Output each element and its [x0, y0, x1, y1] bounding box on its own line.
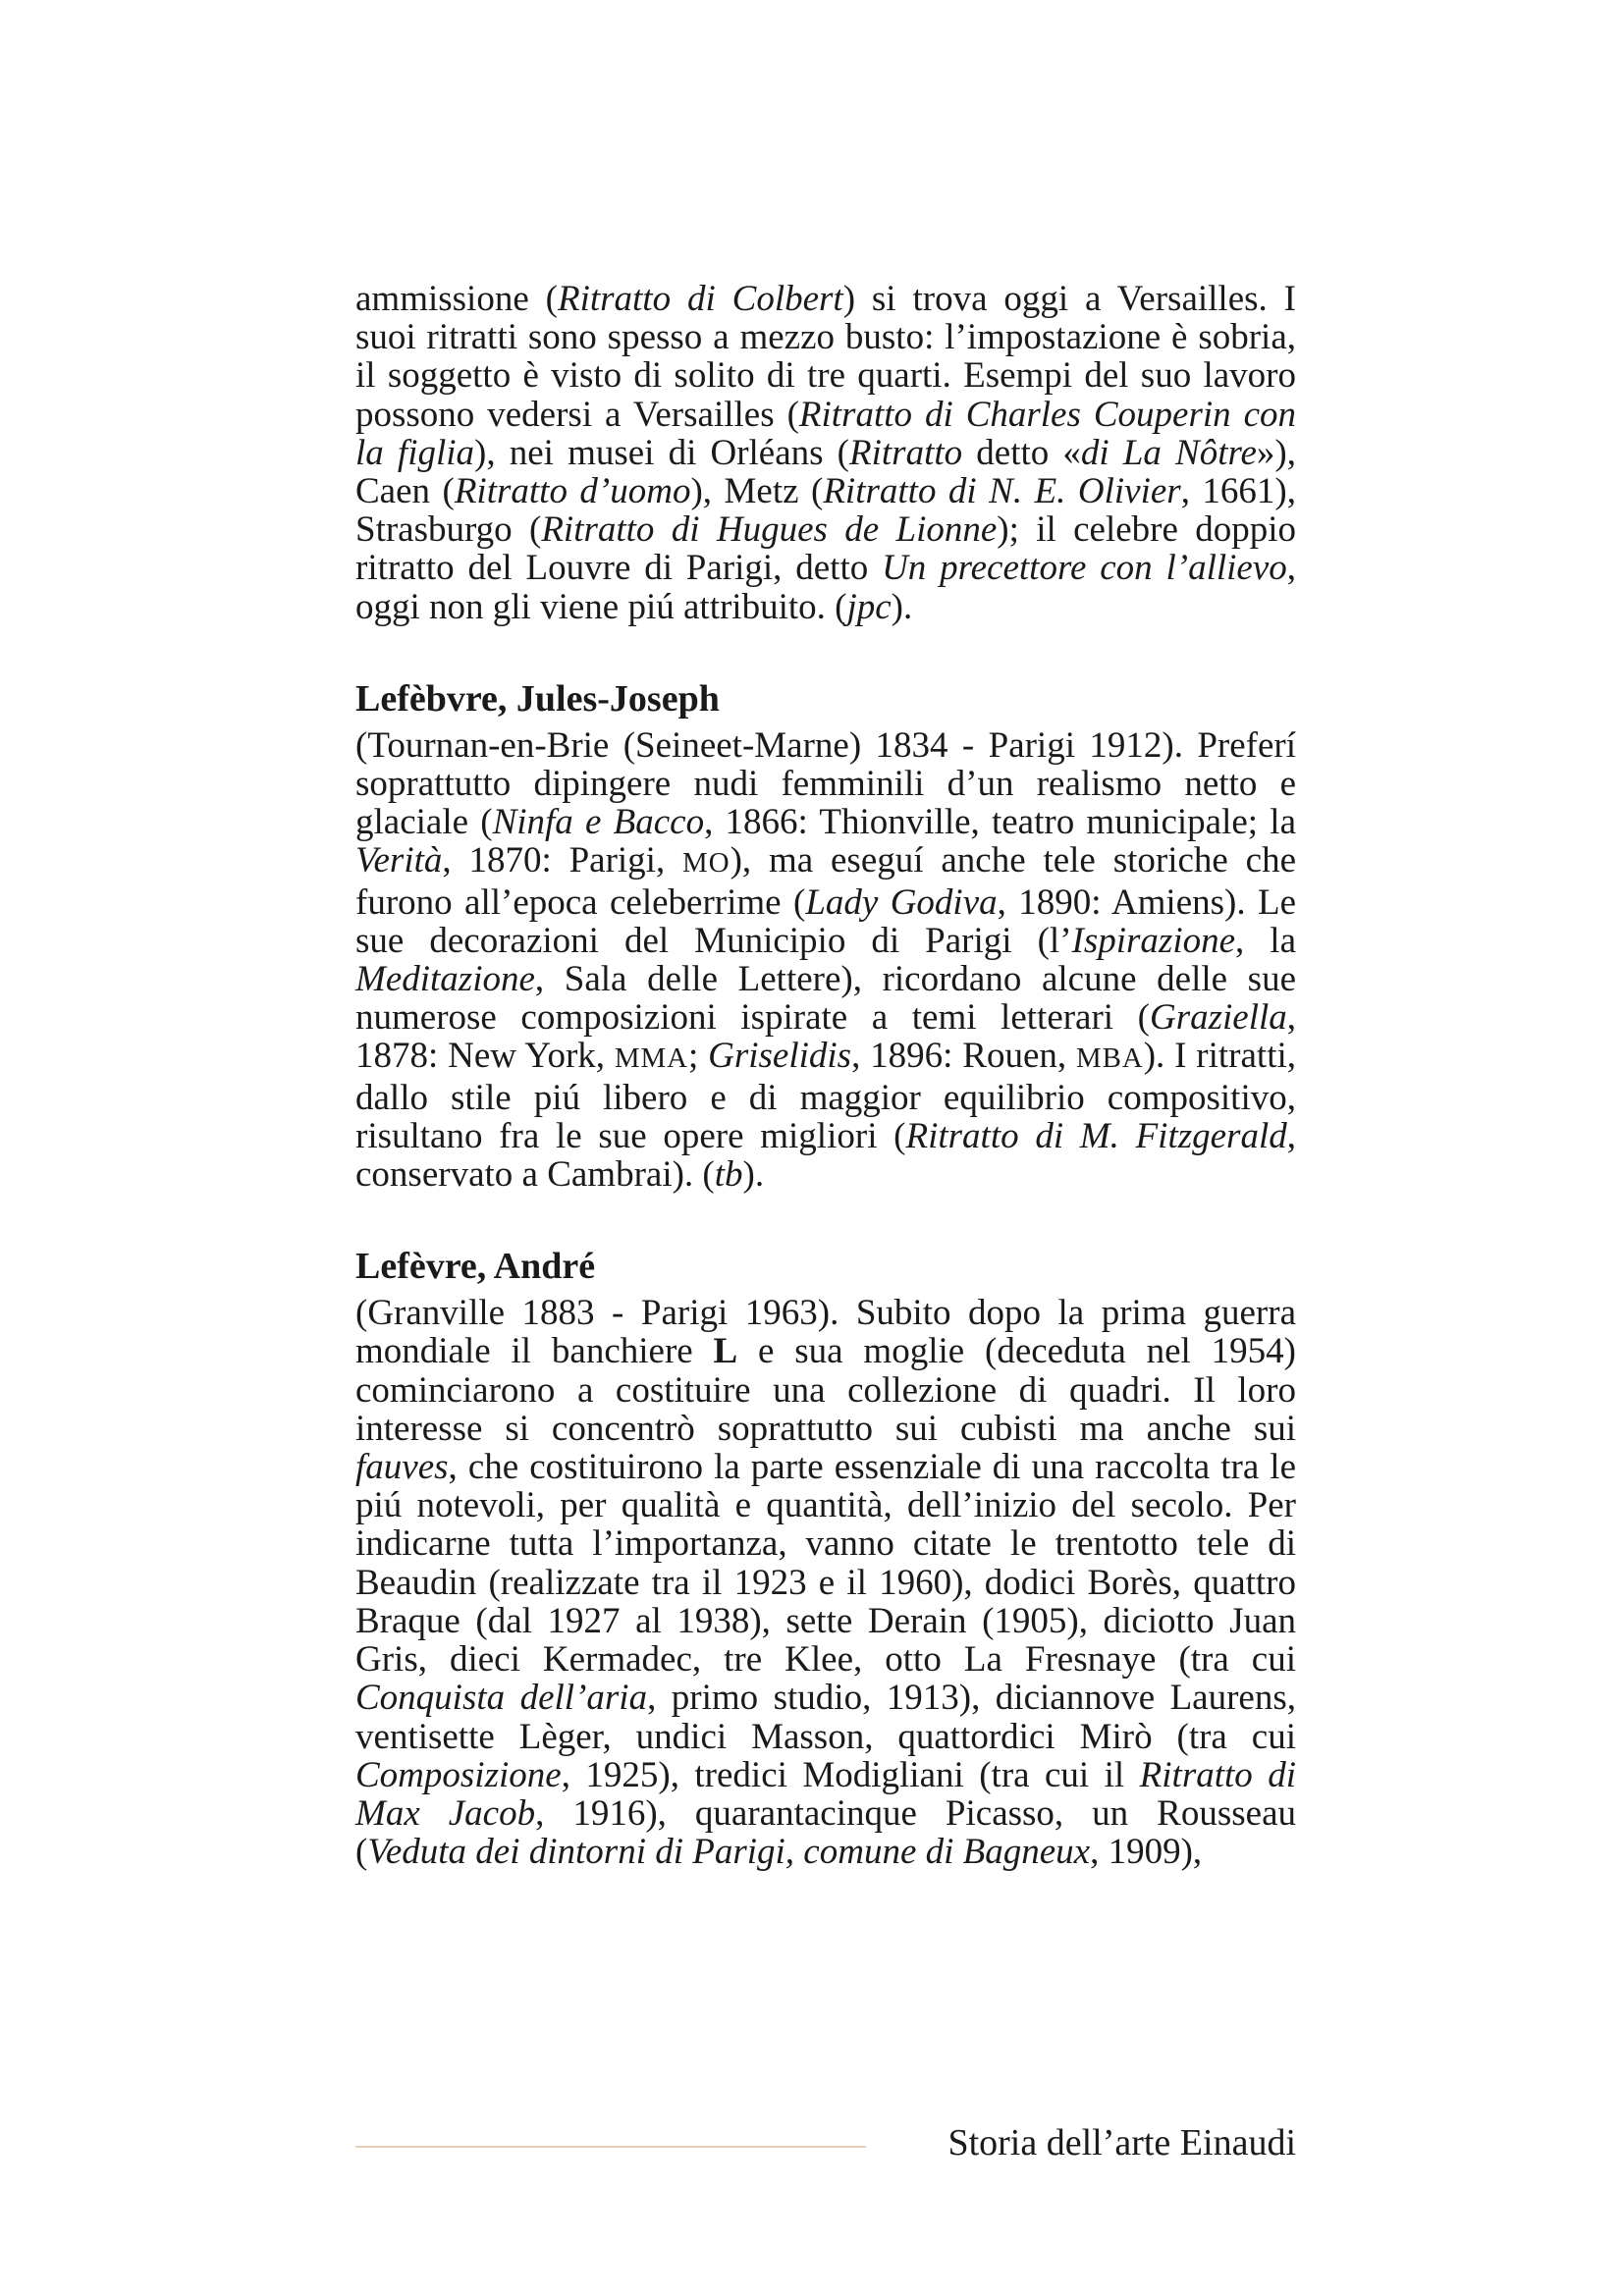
italic-text: Verità	[355, 840, 443, 881]
text-run: detto «	[962, 432, 1081, 473]
entry-lefebvre-jules-joseph	[355, 679, 1296, 1194]
text-run: e sua moglie (deceduta nel 1954) cominciarono a costituire una collezione di quadri. Il loro interesse si concentrò soprattutto sui cubisti ma anche sui	[355, 1331, 1296, 1449]
text-run: ). I ritratti, dallo stile piú libero e di maggior equilibrio compositivo, risultano fra le sue opere migliori (	[355, 1036, 1296, 1156]
italic-text: tb	[714, 1154, 743, 1196]
text-run: , 1896: Rouen,	[851, 1036, 1076, 1077]
text-run: , la	[1235, 920, 1296, 961]
bold-text: L	[713, 1331, 738, 1372]
entry-title: Lefèvre, André	[355, 1246, 596, 1288]
italic-text: Graziella	[1149, 997, 1287, 1039]
text-run: ), nei musei di Orléans (	[474, 432, 850, 473]
italic-text: Ritratto di Charles Couperin con la figlia	[355, 394, 1296, 473]
small-caps-text: MMA	[614, 1042, 689, 1075]
footer-rule	[355, 2146, 866, 2148]
italic-text: Ritratto di Max Jacob	[355, 1754, 1296, 1834]
italic-text: Ritratto di Hugues de Lionne	[541, 509, 998, 551]
continuation-paragraph	[355, 280, 1296, 626]
text-run: , conservato a Cambrai). (	[355, 1115, 1296, 1196]
text-run: , 1661), Strasburgo (	[355, 471, 1296, 551]
text-run: (Tournan-en-Brie (Seineet-Marne) 1834 - Parigi 1912). Preferí soprattutto dipingere nudi femminili d’un realismo netto e glaciale (	[355, 724, 1296, 843]
text-run: ammissione (	[355, 279, 558, 319]
text-run: ); il celebre doppio ritratto del Louvre di Parigi, detto	[355, 509, 1296, 589]
text-run: , che costituirono la parte essenziale di una raccolta tra le piú notevoli, per qualità e quantità, dell’inizio del secolo. Per indicarne tutta l’importanza, vanno citate le trentotto tele di Beaudin (realizzate tra il 1923 e il 1960), dodici Borès, quattro Braque (dal 1927 al 1938), sette Derain (1905), diciotto Juan Gris, dieci Kermadec, tre Klee, otto La Fresnaye (tra cui	[355, 1447, 1296, 1681]
italic-text: Ritratto di M. Fitzgerald	[905, 1115, 1287, 1156]
text-run: , 1866: Thionville, teatro municipale; la	[704, 802, 1296, 843]
text-run: »), Caen (	[355, 432, 1296, 512]
text-run: ).	[742, 1154, 765, 1196]
entry-text	[355, 1294, 1296, 1871]
text-run: ) si trova oggi a Versailles. I suoi ritratti sono spesso a mezzo busto: l’impostazione è sobria, il soggetto è visto di solito di tre quarti. Esempi del suo lavoro possono vedersi a Versailles (	[355, 279, 1296, 435]
text-run: , 1878: New York,	[355, 997, 1296, 1077]
text-run: , 1925), tredici Modigliani (tra cui il	[561, 1754, 1140, 1795]
text-run: , oggi non gli viene piú attribuito. (	[355, 548, 1297, 627]
italic-text: jpc	[846, 586, 892, 627]
italic-text: Ritratto	[849, 432, 963, 473]
italic-text: di La Nôtre	[1080, 432, 1257, 473]
text-run: (Granville 1883 - Parigi 1963). Subito dopo la prima guerra mondiale il banchiere	[355, 1293, 1296, 1372]
entry-title: Lefèbvre, Jules-Joseph	[355, 677, 720, 720]
text-run: ;	[688, 1036, 709, 1077]
text-run: , 1916), quarantacinque Picasso, un Rousseau (	[355, 1792, 1296, 1873]
small-caps-text: MO	[682, 847, 730, 880]
text-run: ), ma eseguí anche tele storiche che furono all’epoca celeberrime (	[355, 840, 1296, 923]
italic-text: Griselidis	[708, 1036, 852, 1077]
italic-text: Veduta dei dintorni di Parigi, comune di Bagneux	[367, 1832, 1091, 1873]
footer-publisher: Storia dell’arte Einaudi	[947, 2122, 1296, 2163]
italic-text: Ritratto di N. E. Olivier	[823, 471, 1181, 512]
page-body	[355, 280, 1296, 1871]
text-run: ), Metz (	[690, 471, 824, 512]
italic-text: Un precettore con l’allievo	[882, 548, 1287, 589]
italic-text: Lady Godiva	[805, 881, 998, 923]
italic-text: Ninfa e Bacco	[492, 802, 705, 843]
italic-text: fauves	[355, 1447, 449, 1488]
entry-lefevre-andre	[355, 1247, 1296, 1871]
text-run: , 1909),	[1090, 1832, 1203, 1873]
small-caps-text: MBA	[1075, 1042, 1144, 1075]
text-run: , primo studio, 1913), diciannove Laurens, ventisette Lèger, undici Masson, quattordici Mirò (tra cui	[355, 1678, 1296, 1757]
italic-text: Ispirazione	[1071, 920, 1236, 961]
italic-text: Meditazione	[355, 959, 535, 1000]
text-run: , Sala delle Lettere), ricordano alcune delle sue numerose composizioni ispirate a temi letterari (	[355, 959, 1296, 1039]
italic-text: Ritratto d’uomo	[454, 471, 691, 512]
italic-text: Composizione	[355, 1754, 562, 1795]
italic-text: Conquista dell’aria	[355, 1678, 648, 1719]
text-run: ).	[891, 586, 913, 627]
text-run: , 1870: Parigi,	[442, 840, 683, 881]
italic-text: Ritratto di Colbert	[557, 279, 843, 319]
text-run: , 1890: Amiens). Le sue decorazioni del Municipio di Parigi (l’	[355, 881, 1296, 961]
entry-text	[355, 726, 1296, 1194]
